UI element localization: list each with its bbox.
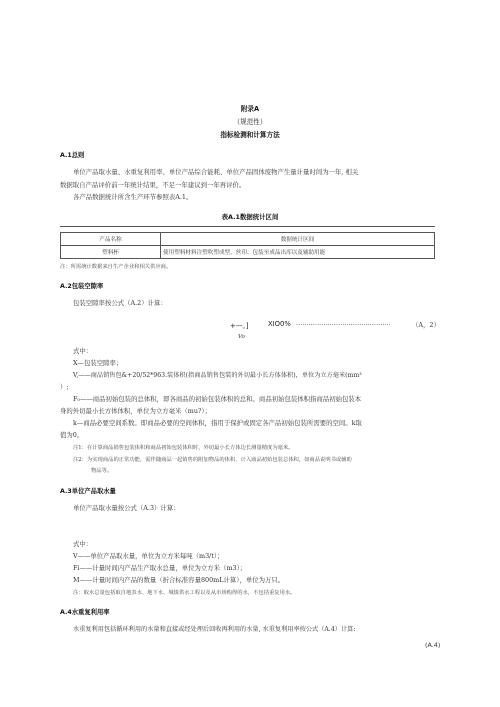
def-v-water: V——单位产品取水量，单位为立方米每吨（m3/t）； — [73, 552, 224, 560]
normative-label: （规范性） — [233, 118, 267, 126]
def-v-line1: V,——商品销售包&+20/52*963.装体积(指商品销售包装的外切最小长方体体积)，单位为立方毫米(mm³ — [73, 372, 362, 379]
def-k-line2: 值为0。 — [60, 431, 84, 439]
def-vi-water: Fi——计量时间内产品生产取水总量，单位为立方米（m3）； — [73, 564, 247, 572]
def-f-line1: F₀——商品初始包装的总体积，即各商品的初始包装体积的总和。商品初始包装体积指商品初始包装本 — [73, 395, 362, 403]
formula-a2-left: +—。] — [230, 322, 249, 330]
section-a1-para1-line2: 数据取自产品评价前一年统计结果，不足一年建议到一年再评价。 — [60, 181, 246, 189]
table-header-product: 产品名称 — [61, 233, 161, 246]
section-a1-para1-line1: 单位产品取水量、水重复利用率、单位产品综合能耗、单位产品固体废物产生量计量时间为一年, 相关 — [73, 168, 359, 176]
note-2-line1: 注2：为实现商品的正常功能，需伴随商品一起销售的附加物品的体积，计入商品初始包装总体积，如商品说明书或辅助 — [73, 457, 352, 463]
table-cell-product: 塑料杯 — [61, 246, 161, 259]
formula-a2-body: XIO0% — [268, 320, 291, 328]
section-a4-intro: 水重复利用包括循环利用的水量和直接或经处理后回收再利用的水量, 水重复利用率按公式（A.4）计算: — [73, 626, 356, 633]
section-a2-intro: 包装空隙率按公式（A.2）计算： — [73, 299, 167, 307]
table-header-row — [61, 233, 435, 246]
table-top-rule — [60, 226, 435, 227]
formula-a2-dots: ............................................. — [296, 320, 391, 327]
section-a4-heading: A.4水重复利用率 — [60, 609, 110, 616]
section-a1-heading: A.1总则 — [60, 152, 85, 159]
formula-a4-number: (A.4) — [425, 641, 441, 649]
data-interval-table — [60, 232, 435, 259]
appendix-label: 附录A — [240, 105, 260, 113]
appendix-title: 指标检测和计算方法 — [220, 131, 280, 139]
table-header-interval: 数据统计区间 — [161, 233, 435, 246]
section-a2-heading: A.2包装空隙率 — [60, 283, 104, 290]
note-2-line2: 物品等。 — [91, 468, 113, 474]
formula-a2-denominator: Vo — [238, 334, 245, 340]
section-a3-heading: A.3单位产品取水量 — [60, 488, 116, 495]
section-a1-para2: 各产品数据统计所含生产环节参照表A.1。 — [73, 193, 193, 201]
section-a2-where: 式中： — [73, 347, 93, 355]
table-caption: 表A.1数据统计区间 — [221, 213, 279, 221]
table-cell-scope: 使用塑料材料注塑吹塑成型、丝印、包装至成品出库以及辅助用能 — [161, 246, 435, 259]
section-a3-note: 注：取水总量包括取自地表水、地下水、城镇供水工程以及从市场购得的水，不包括重复用水。 — [73, 590, 296, 596]
section-a3-where: 式中： — [73, 540, 93, 548]
table-row — [61, 246, 435, 259]
section-a3-intro: 单位产品取水量按公式（A.3）计算： — [73, 504, 180, 512]
note-1: 注1：在计算商品销售包装体积和商品初始包装体积时，外切最小长方体边长测量精度为毫米。 — [73, 445, 294, 451]
def-f-line2: 身的外切最小长方体体积，单位为立方毫米（mu?）； — [60, 407, 211, 415]
def-v-line2: ）; — [60, 383, 69, 391]
def-m-quantity: M——计量时间内产品的数量（折合标准容量800mL计算），单位为万只。 — [73, 576, 285, 584]
def-k-line1: k—商品必要空间系数。即商品必要的空间体积，指用于保护或固定各产品初始包装所需要的空间。k取 — [73, 419, 362, 427]
table-note: 注：所需统计数据来自生产企业和相关供应商。 — [60, 264, 172, 270]
def-x: X—包装空隙率； — [73, 359, 123, 367]
formula-a2-number: （A，2） — [412, 321, 440, 329]
